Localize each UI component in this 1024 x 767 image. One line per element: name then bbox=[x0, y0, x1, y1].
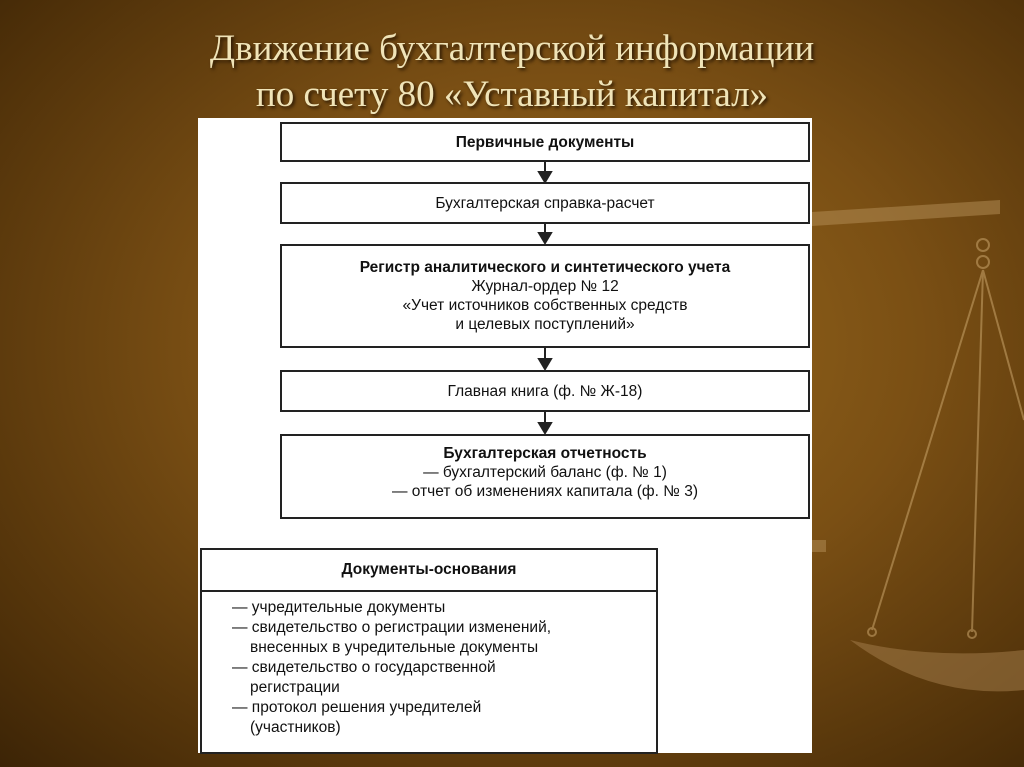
page-title-line1: Движение бухгалтерской информации bbox=[209, 28, 815, 69]
reporting-item-2: — отчет об изменениях капитала (ф. № 3) bbox=[391, 483, 699, 500]
reporting-heading: Бухгалтерская отчетность bbox=[443, 445, 647, 462]
list-item: — свидетельство о регистрации изменений, bbox=[232, 619, 552, 636]
reporting-item-1: — бухгалтерский баланс (ф. № 1) bbox=[423, 464, 667, 481]
primary-documents-box bbox=[280, 122, 810, 162]
list-item: — учредительные документы bbox=[232, 599, 446, 616]
general-ledger-label: Главная книга (ф. № Ж-18) bbox=[447, 382, 643, 400]
list-item: — протокол решения учредителей bbox=[232, 699, 482, 716]
list-item: внесенных в учредительные документы bbox=[250, 639, 539, 656]
register-line1: Журнал-ордер № 12 bbox=[471, 278, 619, 295]
scales-icon bbox=[812, 200, 1024, 691]
basis-documents-heading: Документы-основания bbox=[202, 550, 656, 592]
arrow-1-head bbox=[539, 172, 551, 182]
basis-documents-list bbox=[202, 592, 656, 738]
register-line3: и целевых поступлений» bbox=[455, 316, 635, 333]
basis-documents-box bbox=[200, 548, 658, 754]
diagram-sheet bbox=[198, 118, 812, 753]
list-item: регистрации bbox=[250, 679, 340, 696]
arrow-2-head bbox=[539, 233, 551, 243]
arrow-4-head bbox=[539, 423, 551, 433]
register-heading: Регистр аналитического и синтетического учета bbox=[359, 259, 731, 276]
accounting-note-box bbox=[280, 182, 810, 224]
page-title-line2: по счету 80 «Уставный капитал» bbox=[255, 74, 769, 115]
register-box bbox=[280, 244, 810, 348]
list-item: — свидетельство о государственной bbox=[232, 659, 496, 676]
accounting-note-label: Бухгалтерская справка-расчет bbox=[435, 194, 655, 212]
register-line2: «Учет источников собственных средств bbox=[402, 297, 688, 314]
primary-documents-label: Первичные документы bbox=[455, 133, 635, 151]
reporting-box bbox=[280, 434, 810, 519]
general-ledger-box bbox=[280, 370, 810, 412]
list-item: (участников) bbox=[250, 719, 341, 736]
arrow-3-head bbox=[539, 359, 551, 369]
